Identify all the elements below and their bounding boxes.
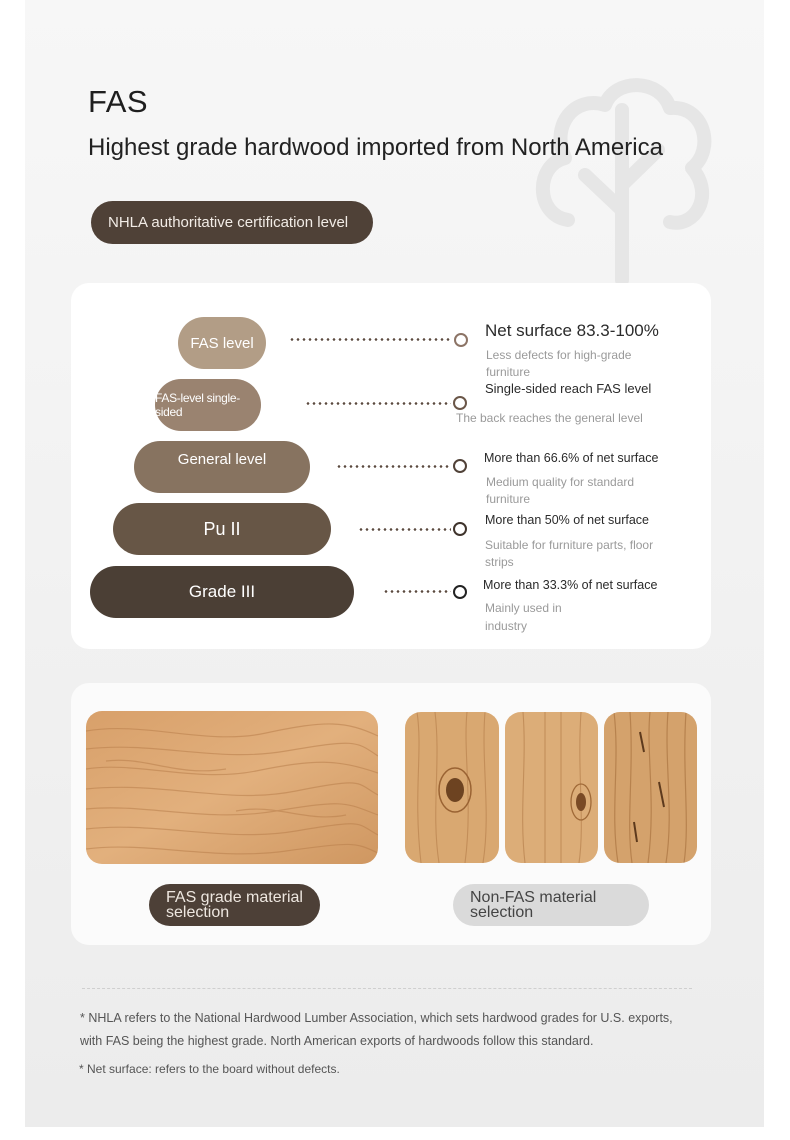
non-fas-wood-sample-image [405,712,499,863]
level-sub-text: Mainly used in [485,601,562,615]
level-label: Pu II [203,518,241,539]
page-subtitle: Highest grade hardwood imported from North America [88,134,663,161]
level-main-text: Net surface 83.3-100% [485,321,659,340]
level-sub-text: furniture [486,365,531,379]
connector-line [305,402,451,405]
level-label: General level [177,451,267,468]
level-main-text: More than 66.6% of net surface [484,451,659,465]
marker-icon [453,396,467,410]
certification-badge: NHLA authoritative certification level [91,201,373,244]
fas-wood-sample-image [86,711,378,864]
level-general [134,441,310,493]
level-sub-text: The back reaches the general level [456,411,643,425]
level-sub-text: furniture [486,492,531,506]
level-main-text: More than 50% of net surface [485,513,649,527]
level-label: Grade III [188,582,256,601]
level-label: FAS-level single-sided [155,391,240,419]
level-sub-text: Less defects for high-grade [486,348,632,362]
non-fas-wood-sample-image [505,712,598,863]
marker-icon [453,522,467,536]
connector-line [383,590,451,593]
footnote-nhla-continued: with FAS being the highest grade. North American exports of hardwoods follow this standard. [80,1034,594,1048]
level-sub-text: strips [485,555,514,569]
marker-icon [454,333,468,347]
connector-line [289,338,452,341]
level-sub-text: Medium quality for standard [486,475,635,489]
level-fas [178,317,266,369]
level-fas-single-sided [155,379,261,431]
non-fas-wood-sample-image [604,712,697,863]
connector-line [358,528,451,531]
fas-material-caption: FAS grade material selection [149,884,320,926]
tree-icon [530,70,715,285]
level-main-text: More than 33.3% of net surface [483,578,658,592]
footnote-nhla: * NHLA refers to the National Hardwood Lumber Association, which sets hardwood grades for U.S. exports, [80,1011,673,1025]
level-grade-iii [90,566,354,618]
level-label: FAS level [190,334,254,352]
level-sub-text: industry [485,619,528,633]
level-pu-ii [113,503,331,555]
footnote-net-surface: * Net surface: refers to the board without defects. [79,1062,340,1076]
non-fas-material-caption: Non-FAS material selection [453,884,649,926]
page-title: FAS [88,84,149,119]
level-main-text: Single-sided reach FAS level [485,381,652,396]
level-sub-text: Suitable for furniture parts, floor [485,538,654,552]
marker-icon [453,585,467,599]
connector-line [336,465,451,468]
marker-icon [453,459,467,473]
divider [82,988,692,989]
